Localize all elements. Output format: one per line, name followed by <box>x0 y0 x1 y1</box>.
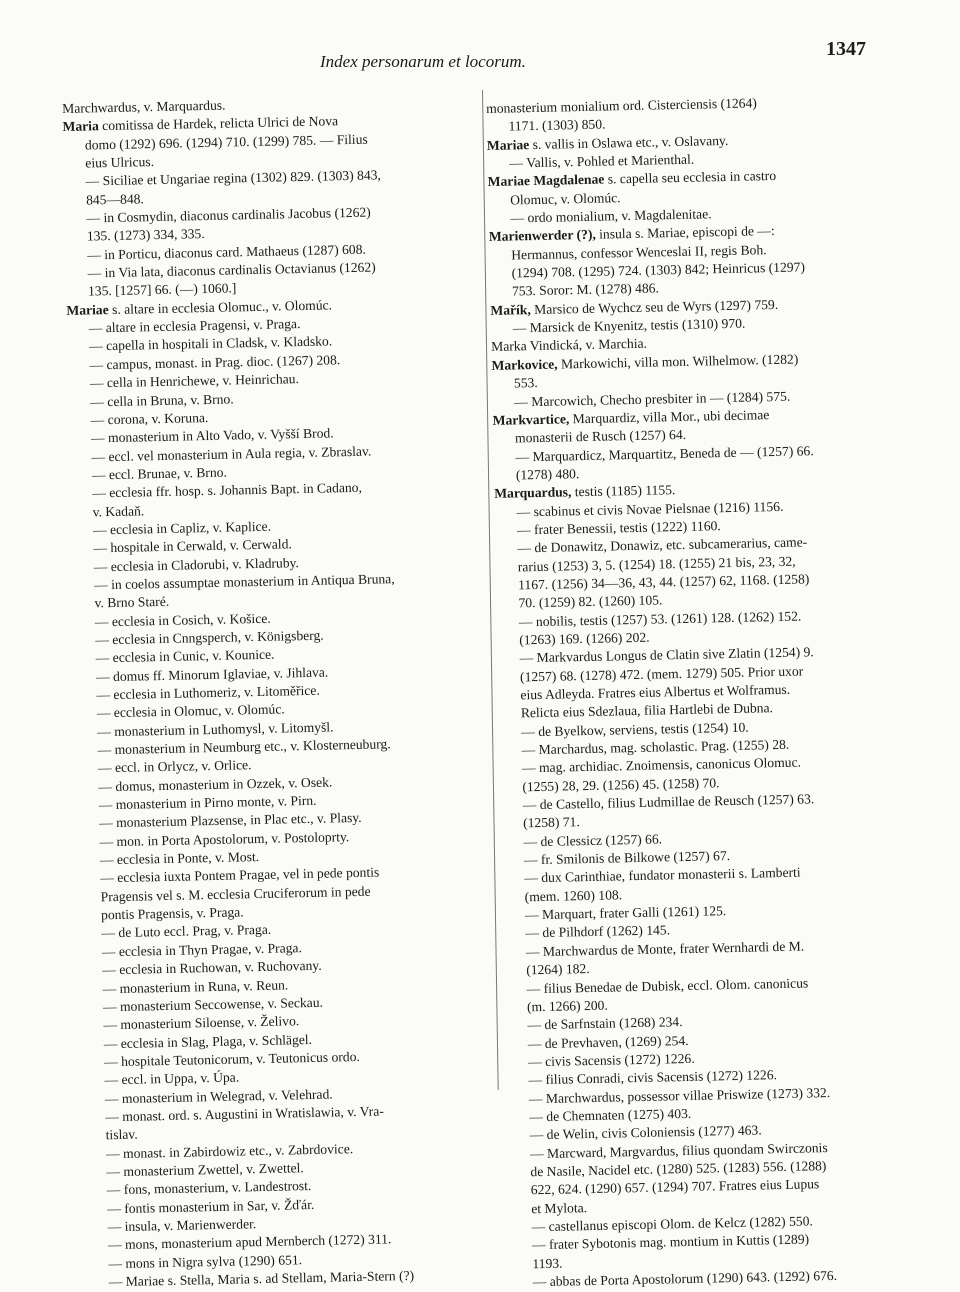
index-entry-text: in Cosmydin, diaconus cardinalis Jacobus (1262) <box>103 204 371 226</box>
index-entry-text: altare in ecclesia Pragensi, v. Praga. <box>105 316 301 336</box>
index-entry-text: Pragensis vel s. M. ecclesia Cruciferorum in pede <box>100 883 371 905</box>
index-entry-text: (1257) 68. (1278) 472. (mem. 1279) 505. Prior uxor <box>519 663 804 685</box>
index-entry-text: rarius (1253) 3, 5. (1254) 18. (1255) 21 bis, 23, 32, <box>517 553 796 575</box>
index-entry-text: Siciliae et Ungariae regina (1302) 829. (1303) 843, <box>102 167 382 189</box>
index-entry-text: Hermannus, confessor Wenceslai II, regis Boh. <box>511 241 767 263</box>
index-headword: Maria <box>62 118 99 135</box>
index-entry-text: campus, monast. in Prag. dioc. (1267) 208. <box>106 352 341 372</box>
index-entry-text: mon. in Porta Apostolorum, v. Postoloprty. <box>116 828 350 849</box>
index-entry-text: ecclesia in Luthomeriz, v. Litoměřice. <box>113 682 320 703</box>
index-entry-text: ecclesia iuxta Pontem Pragae, vel in pede pontis <box>117 864 380 886</box>
index-entry-text: testis (1185) 1155. <box>571 482 676 500</box>
index-entry-text: ecclesia in Ponte, v. Most. <box>116 849 260 868</box>
index-entry-text: mag. archidiac. Znoimensis, canonicus Olomuc. <box>538 754 802 776</box>
index-headword: Mariae Magdalenae <box>487 171 605 190</box>
index-headword: Mariae <box>66 301 109 318</box>
index-entry-text: s. altare in ecclesia Olomuc., v. Olomúc. <box>108 297 333 317</box>
index-entry-text: ordo monialium, v. Magdalenitae. <box>527 206 712 226</box>
index-entry-text: Marquardiz, villa Mor., ubi decimae <box>569 406 770 427</box>
index-entry-text: Marcward, Margvardus, filius quondam Swirczonis <box>546 1139 828 1161</box>
index-entry-text: monast. ord. s. Augustini in Wratislawia, v. Vra- <box>122 1103 384 1124</box>
index-entry-text: monasterium in Alto Vado, v. Vyšší Brod. <box>107 425 334 446</box>
index-entry-text: ecclesia in Thyn Pragae, v. Praga. <box>118 939 303 959</box>
index-entry-text: Markvardus Longus de Clatin sive Zlatin (1254) 9. <box>536 644 814 666</box>
index-entry-text: v. Brno Staré. <box>94 594 170 611</box>
index-entry-text: s. capella seu ecclesia in castro <box>604 168 777 187</box>
index-entry-text: 622, 624. (1290) 657. (1294) 707. Fratres eius Lupus <box>530 1176 820 1198</box>
index-entry-text: Marsick de Knyenitz, testis (1310) 970. <box>529 315 746 336</box>
index-entry-text: de Prevhaven, (1269) 254. <box>544 1032 689 1051</box>
index-entry-text: Marchwardus, possessor villae Priswize (1273) 332. <box>545 1084 831 1106</box>
index-entry-text: et Mylota. <box>531 1199 588 1216</box>
right-column <box>486 91 921 1292</box>
index-entry-text: eius Adleyda. Fratres eius Albertus et Wolframus. <box>520 681 791 703</box>
index-entry-text: de Donawitz, Donawiz, etc. subcamerarius, came- <box>534 534 808 556</box>
index-entry-text: in Via lata, diaconus cardinalis Octavianus (1262) <box>104 259 376 281</box>
index-headword: Markvartice, <box>492 411 570 428</box>
index-entry-text: hospitale in Cerwald, v. Cerwald. <box>110 536 292 556</box>
index-entry-text: monasterium Plazsense, in Plac etc., v. Plasy. <box>115 810 362 831</box>
index-entry-text: ecclesia in Olomuc, v. Olomúc. <box>113 701 285 721</box>
index-entry-text: 1193. <box>532 1255 563 1271</box>
index-entry-text: abbas de Porta Apostolorum (1290) 643. (1292) 676. <box>549 1267 838 1289</box>
index-entry-text: monasterium Siloense, v. Želivo. <box>120 1013 300 1033</box>
index-entry-text: 70. (1259) 82. (1260) 105. <box>518 592 663 611</box>
index-entry-text: civis Sacensis (1272) 1226. <box>544 1050 695 1069</box>
index-entry-text: Marchwardus, v. Marquardus. <box>62 97 226 116</box>
index-entry-text: monasterium in Luthomysl, v. Litomyšl. <box>114 719 334 739</box>
index-entry-text: Mariae s. Stella, Maria s. ad Stellam, Maria-Stern (?) <box>125 1267 415 1289</box>
index-headword: Markovice, <box>491 356 558 373</box>
index-entry-text: 1167. (1256) 34—36, 43, 44. (1257) 62, 1168. (1258) <box>518 571 810 593</box>
index-entry-text: de Byelkow, serviens, testis (1254) 10. <box>538 719 749 739</box>
index-entry-text: monasterium in Runa, v. Reun. <box>119 976 289 996</box>
index-entry-text: de Clessicz (1257) 66. <box>540 831 663 849</box>
index-entry-text: de Chemnaten (1275) 403. <box>546 1105 692 1124</box>
index-entry-text: Marsico de Wychcz seu de Wyrs (1297) 759. <box>530 296 779 317</box>
index-entry-text: ecclesia in Ruchowan, v. Ruchovany. <box>119 957 322 978</box>
index-entry-text: filius Conradi, civis Sacensis (1272) 1226. <box>545 1067 778 1088</box>
index-entry-text: eccl. in Orlycz, v. Orlice. <box>114 757 252 776</box>
index-entry-text: 1171. (1303) 850. <box>508 116 606 134</box>
index-entry-text: castellanus episcopi Olom. de Kelcz (1282) 550. <box>548 1213 813 1234</box>
index-entry-text: fontis monasterium in Sar, v. Žďár. <box>124 1196 315 1216</box>
index-entry-text: in Porticu, diaconus card. Mathaeus (1287) 608. <box>104 241 366 262</box>
index-entry-text: de Pilhdorf (1262) 145. <box>542 922 671 941</box>
index-entry-text: domus, monasterium in Ozzek, v. Osek. <box>115 774 333 794</box>
index-entry-text: domo (1292) 696. (1294) 710. (1299) 785. — Filius <box>84 131 368 153</box>
index-entry-text: pontis Pragensis, v. Praga. <box>100 904 244 923</box>
index-entry-text: (1255) 28, 29. (1256) 45. (1258) 70. <box>522 774 720 795</box>
index-entry-text: Marchardus, mag. scholastic. Prag. (1255) 28. <box>538 736 790 758</box>
index-entry-text: scabinus et civis Novae Pielsnae (1216) 1156. <box>533 498 784 519</box>
index-entry-text: fons, monasterium, v. Landestrost. <box>123 1178 312 1198</box>
index-entry-text: s. vallis in Oslawa etc., v. Oslavany. <box>529 132 729 152</box>
index-entry-text: de Sarfnstain (1268) 234. <box>544 1014 683 1033</box>
index-entry-text: (1263) 169. (1266) 202. <box>519 629 650 648</box>
left-column <box>62 91 497 1292</box>
index-entry-text: hospitale Teutonicorum, v. Teutonicus ordo. <box>120 1048 360 1069</box>
index-entry-text: (1264) 182. <box>526 961 590 978</box>
index-entry-text: monasterium in Welegrad, v. Velehrad. <box>121 1086 333 1106</box>
index-entry-text: (1278) 480. <box>515 466 580 483</box>
index-entry-text: dux Carinthiae, fundator monasterii s. Lamberti <box>541 865 801 886</box>
index-entry-text: Relicta eius Sdezlaua, filia Hartlebi de Dubna. <box>520 700 774 721</box>
page-number: 1347 <box>826 38 866 60</box>
index-entry-text: corona, v. Koruna. <box>107 409 209 427</box>
index-entry-text: ecclesia in Cosich, v. Košice. <box>111 610 271 629</box>
index-entry-text: de Luto eccl. Prag, v. Praga. <box>118 922 272 941</box>
index-entry-text: 753. Soror: M. (1278) 486. <box>511 280 660 299</box>
index-entry-text: 135. [1257] 66. (—) 1060.] <box>87 280 237 299</box>
index-entry-text: v. Kadaň. <box>92 502 145 520</box>
index-entry-text: frater Benessii, testis (1222) 1160. <box>533 518 721 537</box>
index-headword: Marienwerder (?), <box>488 227 596 245</box>
index-entry-text: 135. (1273) 334, 335. <box>86 226 205 244</box>
index-entry-text: de Welin, civis Coloniensis (1277) 463. <box>546 1122 762 1143</box>
index-entry-text: comitissa de Hardek, relicta Ulrici de Nova <box>98 113 339 134</box>
index-entry-text: (mem. 1260) 108. <box>524 887 623 905</box>
index-entry-text: monasterium Zwettel, v. Zwettel. <box>123 1160 304 1179</box>
index-entry-text: insula s. Mariae, episcopi de —: <box>595 223 775 243</box>
index-entry-text: (1258) 71. <box>522 814 580 831</box>
index-entry-text: nobilis, testis (1257) 53. (1261) 128. (1262) 152. <box>535 608 802 629</box>
index-entry-text: ecclesia in Cladorubi, v. Kladruby. <box>110 554 300 574</box>
index-entry-text: mons, monasterium apud Mernberch (1272) 311. <box>124 1231 392 1253</box>
index-entry-text: monasterium monialium ord. Cisterciensis (1264) <box>486 95 757 116</box>
index-entry-text: 845—848. <box>85 191 145 208</box>
index-entry-text: Marcowich, Checho presbiter in — (1284) 575. <box>531 388 791 409</box>
index-entry-text: eccl. in Uppa, v. Úpa. <box>121 1069 240 1088</box>
index-entry-text: eccl. vel monasterium in Aula regia, v. Zbraslav. <box>108 443 372 464</box>
index-entry-text: domus ff. Minorum Iglaviae, v. Jihlava. <box>112 664 329 684</box>
index-entry-text: ecclesia in Cnngsperch, v. Königsberg. <box>112 627 324 648</box>
index-entry-text: fr. Smilonis de Bilkowe (1257) 67. <box>540 848 731 868</box>
index-entry-text: frater Sybotonis mag. montium in Kuttis (1289) <box>548 1231 810 1253</box>
index-entry-text: insula, v. Marienwerder. <box>124 1216 257 1234</box>
index-entry-text: Marquardicz, Marquartitz, Beneda de — (1257) 66. <box>532 442 814 464</box>
index-headword: Mařík, <box>490 301 531 318</box>
index-entry-text: eccl. Brunae, v. Brno. <box>108 464 228 482</box>
index-entry-text: Marka Vindická, v. Marchia. <box>491 336 648 355</box>
running-head: Index personarum et locorum. <box>320 52 526 71</box>
index-entry-text: mons in Nigra sylva (1290) 651. <box>125 1251 303 1271</box>
index-entry-text: 553. <box>513 375 538 391</box>
index-entry-text: Marquart, frater Galli (1261) 125. <box>541 903 727 923</box>
index-headword: Mariae <box>486 136 530 153</box>
index-entry-text: tislav. <box>105 1126 138 1143</box>
index-entry-text: monasterii de Rusch (1257) 64. <box>514 427 687 446</box>
index-entry-text: monast. in Zabirdowiz etc., v. Zabrdovice. <box>122 1140 354 1161</box>
index-entry-text: monasterium Seccowense, v. Seckau. <box>119 994 324 1014</box>
index-entry-text: Olomuc, v. Olomúc. <box>509 189 621 208</box>
index-headword: Marquardus, <box>494 484 572 502</box>
index-entry-text: cella in Bruna, v. Brno. <box>107 390 234 409</box>
index-entry-text: eius Ulricus. <box>85 154 155 171</box>
index-entry-text: cella in Henrichewe, v. Heinrichau. <box>106 371 300 391</box>
index-entry-text: monasterium in Neumburg etc., v. Klosterneuburg. <box>114 736 391 758</box>
index-entry-text: de Nasile, Nacidel etc. (1280) 525. (1283) 556. (1288) <box>530 1158 827 1180</box>
index-entry-text: capella in hospitali in Cladsk, v. Kladsko. <box>106 333 333 354</box>
index-entry-text: Markowichi, villa mon. Wilhelmow. (1282) <box>557 351 799 372</box>
index-entry-text: monasterium in Pirno monte, v. Pirn. <box>115 792 317 813</box>
index-entry-text: ecclesia in Slag, Plaga, v. Schlägel. <box>120 1031 313 1051</box>
index-entry-text: (1294) 708. (1295) 724. (1303) 842; Heinricus (1297) <box>511 259 806 281</box>
index-entry-text: ecclesia in Capliz, v. Kaplice. <box>109 518 272 537</box>
index-entry-text: de Castello, filius Ludmillae de Reusch (1257) 63. <box>539 791 815 813</box>
index-entry-text: filius Benedae de Dubisk, eccl. Olom. canonicus <box>543 974 809 996</box>
index-entry-text: ecclesia ffr. hosp. s. Johannis Bapt. in Cadano, <box>109 480 363 501</box>
index-entry-text: Vallis, v. Pohled et Marienthal. <box>526 151 695 171</box>
index-entry-text: Marchwardus de Monte, frater Wernhardi de M. <box>542 938 805 959</box>
index-entry-text: (m. 1266) 200. <box>526 997 608 1015</box>
index-entry-text: ecclesia in Cunic, v. Kounice. <box>112 646 275 666</box>
index-entry-text: in coelos assumptae monasterium in Antiqua Bruna, <box>111 571 395 593</box>
